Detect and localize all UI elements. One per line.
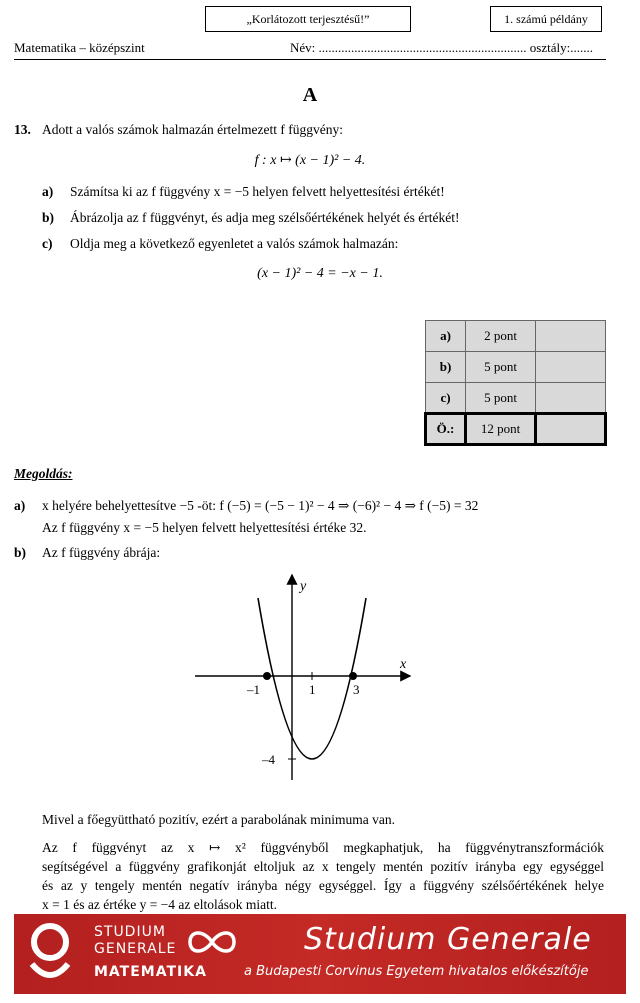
item-b-label: b)	[42, 210, 55, 225]
restricted-box: „Korlátozott terjesztésű!”	[205, 6, 411, 32]
solution-para2-line4: x = 1 és az értéke y = −4 az eltolások miatt.	[42, 897, 278, 912]
solution-heading: Megoldás:	[14, 466, 73, 481]
score-points: 2 pont	[466, 321, 536, 352]
tick-label-3: 3	[353, 682, 360, 697]
item-c-text: Oldja meg a következő egyenletet a valós számok halmazán:	[70, 236, 399, 251]
score-points: 5 pont	[466, 383, 536, 414]
name-field: Név: ................................................................ osztály:.......	[290, 40, 593, 55]
score-row	[426, 321, 606, 352]
score-label: c)	[426, 383, 466, 414]
solution-a-line2: Az f függvény x = −5 helyen felvett helyettesítési értéke 32.	[42, 520, 367, 535]
solution-para2-line1: Az f függvényt az x ↦ x² függvényből megkaphatjuk, ha függvénytranszformációk	[42, 840, 604, 855]
parabola-graph	[190, 570, 420, 785]
score-entry[interactable]	[536, 321, 606, 352]
score-label: b)	[426, 352, 466, 383]
task-number: 13.	[14, 122, 31, 137]
score-row	[426, 383, 606, 414]
logo-studium: STUDIUM	[94, 924, 166, 940]
score-label: a)	[426, 321, 466, 352]
score-points: 5 pont	[466, 352, 536, 383]
item-a-text: Számítsa ki az f függvény x = −5 helyen felvett helyettesítési értékét!	[70, 184, 445, 199]
infinity-icon	[186, 928, 238, 956]
item-c-label: c)	[42, 236, 53, 251]
subject-label: Matematika – középszint	[14, 40, 145, 55]
tick-label-minus1: –1	[247, 682, 260, 697]
solution-para1: Mivel a főegyüttható pozitív, ezért a parabolának minimuma van.	[42, 812, 396, 827]
tick-label-1: 1	[309, 682, 316, 697]
score-total-row	[426, 414, 606, 445]
variant-letter: A	[302, 84, 318, 106]
score-row	[426, 352, 606, 383]
tick-label-minus4: –4	[262, 752, 275, 767]
brand-tagline: a Budapesti Corvinus Egyetem hivatalos előkészítője	[244, 964, 589, 979]
score-table	[424, 320, 607, 446]
solution-a-line1: x helyére behelyettesítve −5 -öt: f (−5) = (−5 − 1)² − 4 ⇒ (−6)² − 4 ⇒ f (−5) = 32	[42, 498, 479, 513]
logo-generale: GENERALE	[94, 941, 177, 957]
solution-a-label: a)	[14, 498, 26, 513]
solution-b-label: b)	[14, 545, 27, 560]
brand-name: Studium Generale	[304, 922, 592, 957]
footer-banner	[14, 914, 626, 994]
y-axis-label: y	[300, 579, 307, 594]
score-total-entry[interactable]	[536, 414, 606, 445]
copy-number-box: 1. számú példány	[490, 6, 602, 32]
item-b-text: Ábrázolja az f függvényt, és adja meg szélsőértékének helyét és értékét!	[70, 210, 460, 225]
root-point-3	[349, 672, 357, 680]
solution-para2-line3: és az y tengely mentén negatív irányba négy egységgel. Így a függvény szélsőértékének helye	[42, 878, 604, 893]
solution-para2-line2: segítségével a függvény grafikonját eltoljuk az x tengely mentén pozitív irányba egy egységgel	[42, 859, 604, 874]
task-equation: (x − 1)² − 4 = −x − 1.	[257, 266, 383, 281]
score-entry[interactable]	[536, 383, 606, 414]
x-axis-label: x	[400, 657, 407, 672]
score-entry[interactable]	[536, 352, 606, 383]
score-total-label: Ö.:	[426, 414, 466, 445]
root-point-minus1	[263, 672, 271, 680]
solution-b-line: Az f függvény ábrája:	[42, 545, 161, 560]
header-divider	[14, 59, 606, 60]
task-formula: f : x ↦ (x − 1)² − 4.	[254, 153, 366, 168]
studium-logo-icon	[22, 920, 82, 988]
score-total-points: 12 pont	[466, 414, 536, 445]
item-a-label: a)	[42, 184, 54, 199]
task-intro: Adott a valós számok halmazán értelmezett f függvény:	[42, 122, 344, 137]
logo-matematika: MATEMATIKA	[94, 964, 207, 980]
